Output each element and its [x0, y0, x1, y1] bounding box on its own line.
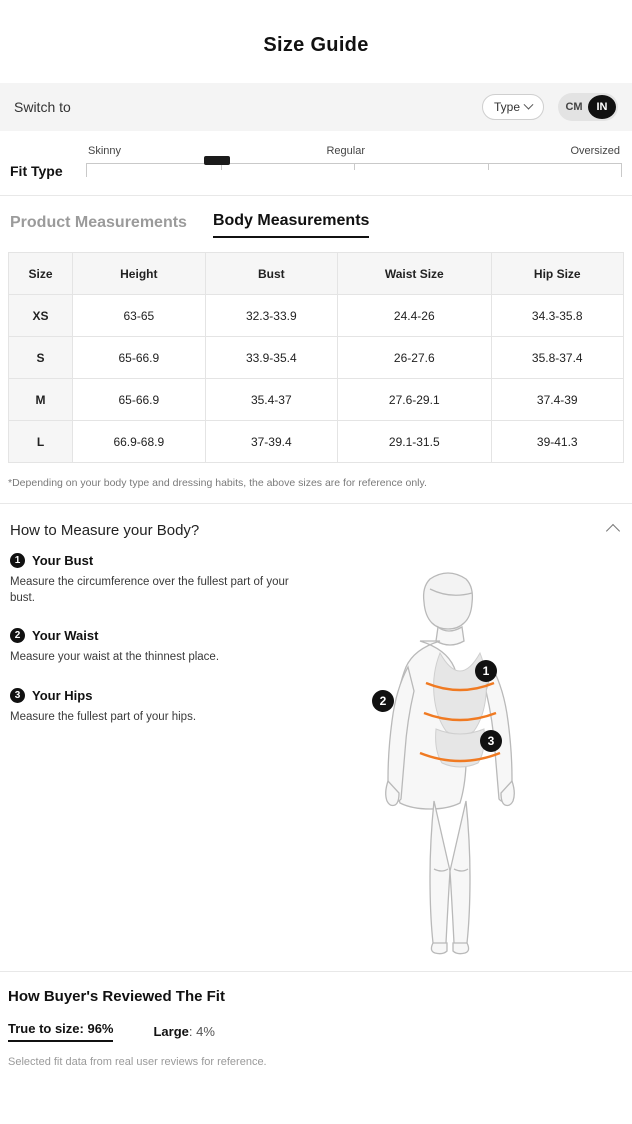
review-true-to-size: True to size: 96%	[8, 1021, 113, 1042]
figure-badge-3: 3	[480, 730, 502, 752]
tab-body-measurements[interactable]: Body Measurements	[213, 212, 370, 238]
page-title: Size Guide	[263, 34, 369, 56]
reviews-row	[8, 1021, 624, 1042]
cell-bust: 33.9-35.4	[205, 337, 337, 379]
fit-type-tick-labels	[86, 145, 622, 163]
column-header-hip: Hip Size	[491, 253, 624, 295]
table-row	[9, 421, 624, 463]
measure-item-head	[10, 688, 320, 703]
how-to-measure-title: How to Measure your Body?	[10, 522, 200, 539]
badge-1-icon: 1	[10, 553, 25, 568]
fit-type-row	[0, 131, 632, 196]
column-header-bust: Bust	[205, 253, 337, 295]
review-large-label: Large	[153, 1024, 189, 1039]
reviews-section	[0, 971, 632, 1068]
slider-tick-50	[354, 163, 355, 170]
figure-badge-2: 2	[372, 690, 394, 712]
reviews-title: How Buyer's Reviewed The Fit	[8, 988, 225, 1005]
type-select[interactable]	[482, 94, 544, 120]
chevron-up-icon[interactable]	[606, 523, 620, 537]
measure-item-head	[10, 553, 320, 568]
fit-type-slider[interactable]	[86, 145, 622, 185]
table-row	[9, 379, 624, 421]
size-table-body	[9, 295, 624, 463]
measure-item-title: Your Bust	[32, 553, 94, 568]
fit-tick-regular: Regular	[326, 145, 366, 157]
column-header-size: Size	[9, 253, 73, 295]
cell-size: XS	[9, 295, 73, 337]
how-to-measure-body	[0, 553, 632, 953]
fit-type-label: Fit Type	[10, 163, 63, 179]
size-table-wrap	[0, 246, 632, 463]
cell-waist: 26-27.6	[338, 337, 491, 379]
switch-bar	[0, 83, 632, 131]
size-table	[8, 252, 624, 463]
cell-size: M	[9, 379, 73, 421]
cell-height: 65-66.9	[73, 379, 205, 421]
cell-waist: 24.4-26	[338, 295, 491, 337]
reviews-note: Selected fit data from real user reviews for reference.	[8, 1056, 267, 1068]
measure-instructions	[10, 553, 320, 953]
fit-tick-oversized: Oversized	[570, 145, 620, 157]
table-footnote: *Depending on your body type and dressing habits, the above sizes are for reference only.	[0, 463, 632, 504]
cell-hip: 39-41.3	[491, 421, 624, 463]
review-large-value: : 4%	[188, 1024, 215, 1039]
fit-type-knob[interactable]	[204, 156, 230, 165]
measure-item-hips	[10, 688, 320, 726]
switch-label: Switch to	[14, 99, 71, 115]
cell-size: S	[9, 337, 73, 379]
review-large	[153, 1024, 214, 1039]
cell-hip: 34.3-35.8	[491, 295, 624, 337]
fit-tick-skinny: Skinny	[88, 145, 122, 157]
cell-bust: 37-39.4	[205, 421, 337, 463]
badge-2-icon: 2	[10, 628, 25, 643]
unit-toggle[interactable]	[558, 93, 618, 121]
cell-hip: 37.4-39	[491, 379, 624, 421]
badge-3-icon: 3	[10, 688, 25, 703]
slider-tick-75	[488, 163, 489, 170]
table-row	[9, 337, 624, 379]
cell-waist: 27.6-29.1	[338, 379, 491, 421]
cell-waist: 29.1-31.5	[338, 421, 491, 463]
column-header-height: Height	[73, 253, 205, 295]
cell-bust: 32.3-33.9	[205, 295, 337, 337]
measure-item-bust	[10, 553, 320, 606]
unit-in-option[interactable]: IN	[588, 95, 616, 119]
switch-controls	[482, 93, 618, 121]
measurement-tabs	[0, 196, 632, 246]
fit-type-track[interactable]	[86, 163, 622, 177]
cell-height: 65-66.9	[73, 337, 205, 379]
measure-item-head	[10, 628, 320, 643]
column-header-waist: Waist Size	[338, 253, 491, 295]
cell-size: L	[9, 421, 73, 463]
cell-height: 66.9-68.9	[73, 421, 205, 463]
figure-badge-1: 1	[475, 660, 497, 682]
table-row	[9, 295, 624, 337]
type-select-label: Type	[493, 100, 520, 114]
unit-cm-option[interactable]: CM	[565, 101, 583, 113]
cell-hip: 35.8-37.4	[491, 337, 624, 379]
how-to-measure-header[interactable]	[0, 504, 632, 553]
measure-item-desc: Measure the circumference over the fullest part of your bust.	[10, 576, 289, 604]
body-figure	[320, 553, 622, 953]
measure-item-title: Your Hips	[32, 687, 93, 703]
measure-item-desc: Measure your waist at the thinnest place.	[10, 651, 220, 664]
table-header-row	[9, 253, 624, 295]
measure-item-desc: Measure the fullest part of your hips.	[10, 710, 197, 723]
cell-height: 63-65	[73, 295, 205, 337]
tab-product-measurements[interactable]: Product Measurements	[10, 214, 187, 231]
cell-bust: 35.4-37	[205, 379, 337, 421]
measure-item-waist	[10, 628, 320, 666]
measure-item-title: Your Waist	[32, 628, 99, 644]
female-body-diagram-icon	[330, 561, 570, 961]
chevron-down-icon	[524, 99, 534, 109]
size-table-head	[9, 253, 624, 295]
